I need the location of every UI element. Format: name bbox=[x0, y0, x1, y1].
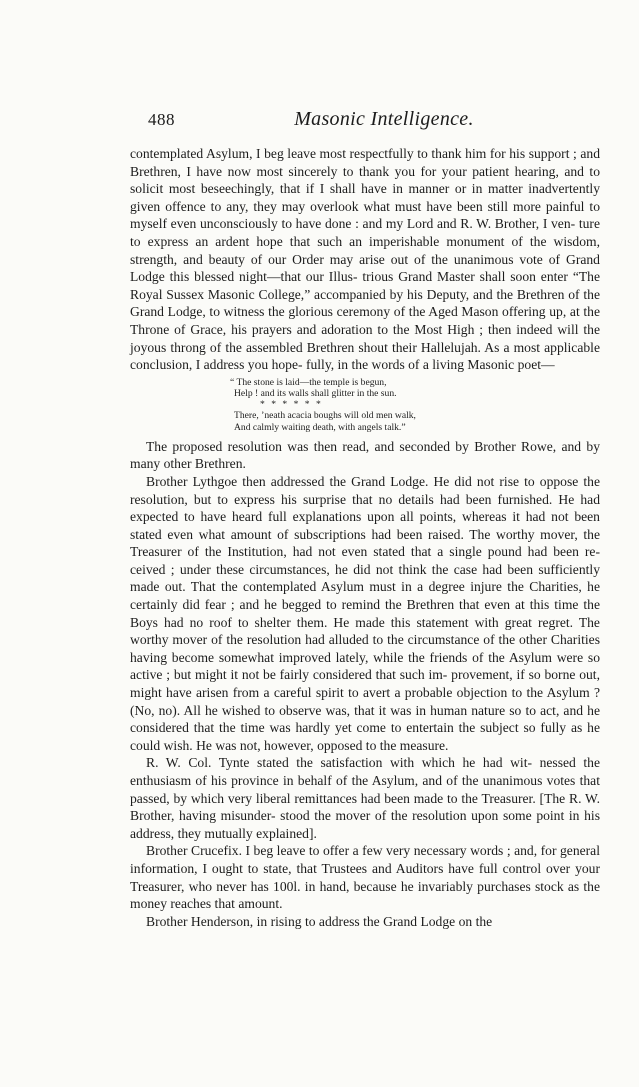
text-line: Brother Lythgoe then addressed the Grand Lodge. He did not bbox=[146, 473, 495, 489]
text-line: their Hallelujah. As a most applicable conclusion, I address you hope- bbox=[130, 339, 600, 373]
text-line: become somewhat improved lately, while the friends of the Asylum bbox=[171, 649, 552, 665]
text-line: rise to oppose the resolution, but to express his surprise that no details bbox=[130, 473, 601, 507]
text-line: Brother Henderson, in rising to address the Grand Lodge on the bbox=[146, 913, 493, 929]
paragraph-tynte bbox=[130, 754, 600, 842]
text-line: stood the mover of the resolution upon some point in his address, they bbox=[130, 808, 600, 841]
text-line: fully, in the words of a living Masonic poet— bbox=[305, 357, 555, 373]
text-line: College,” accompanied by his Deputy, and the Brethren of the Grand bbox=[130, 286, 600, 320]
text-line: unanimous vote of Grand Lodge this blessed night—that our Illus- bbox=[130, 251, 600, 285]
text-line: at the Throne of Grace, his prayers and adoration to the Most High ; bbox=[130, 304, 600, 337]
page-number: 488 bbox=[148, 110, 175, 129]
running-title: Masonic Intelligence. bbox=[294, 108, 474, 130]
text-line: had been furnished. He had expected to have heard full explanations bbox=[130, 491, 601, 525]
text-line: Rowe, and by many other Brethren. bbox=[130, 438, 600, 472]
text-line: He made this statement with great regret. The worthy mover of the bbox=[130, 614, 600, 648]
verse-quotation bbox=[230, 377, 600, 433]
text-line: been made to the Treasurer. [The R. W. Brother, having misunder- bbox=[130, 790, 601, 824]
text-line: then indeed will the joyous throng of the assembled Brethren shout bbox=[130, 321, 600, 355]
text-line: words ; and, for general information, I ought to state, that Trustees bbox=[130, 843, 600, 876]
verse-line: There, ’neath acacia boughs will old men walk, bbox=[234, 410, 416, 422]
text-line: were so active ; but might it not be fairly considered that such im- bbox=[130, 649, 600, 683]
text-line: ceived ; under these circumstances, he did not think the case had been bbox=[130, 561, 534, 577]
text-line: nessed the enthusiasm of his province in behalf of the Asylum, and of bbox=[130, 755, 600, 789]
text-line: and Auditors have full control over your Treasurer, who never has bbox=[130, 860, 600, 894]
text-line: reaches that amount. bbox=[170, 896, 283, 912]
text-line: support ; and Brethren, I have now most sincerely to thank you for your bbox=[130, 146, 600, 179]
text-line: patient hearing, and to solicit most beseechingly, that if I shall have bbox=[130, 163, 600, 197]
verse-line: Help ! and its walls shall glitter in the sun. bbox=[234, 387, 397, 399]
text-line: 100l. in hand, because he invariably purchases stock as the money bbox=[130, 878, 601, 912]
text-line: provement, if so borne out, might have arisen from a careful spirit to bbox=[130, 667, 600, 701]
text-line: the wisdom, strength, and beauty of our Order may arise out of the bbox=[130, 233, 600, 267]
text-line: to observe was, that it was in human nature so to act, and he considered bbox=[130, 702, 600, 736]
text-line: overlook what must have been still more painful to myself even bbox=[130, 198, 600, 232]
text-line: Lodge, to witness the glorious ceremony of the Aged Mason offering up, bbox=[167, 304, 567, 320]
text-line: Brother Crucefix. I beg leave to offer a few very necessary bbox=[146, 843, 467, 859]
text-line: unconsciously to have done : and my Lord and R. W. Brother, I ven- bbox=[200, 216, 576, 232]
text-line: R. W. Col. Tynte stated the satisfaction with which he had wit- bbox=[146, 755, 532, 771]
paragraph-speech bbox=[130, 145, 600, 374]
text-line: injure the Charities, he certainly did fear ; and he begged to remind the bbox=[130, 579, 600, 613]
text-line: upon all points, whereas it had not been stated even what amount of bbox=[130, 509, 600, 542]
verse-line: And calmly waiting death, with angels talk.” bbox=[234, 421, 406, 433]
text-line: Brethren that even at this time the Boys had no roof to shelter them. bbox=[130, 597, 600, 630]
text-line: resolution had alluded to the circumstance of the other Charities having bbox=[130, 632, 600, 665]
body-text bbox=[130, 145, 600, 930]
page-header bbox=[148, 110, 600, 136]
text-line: he could wish. He was not, however, opposed to the measure. bbox=[130, 720, 600, 753]
verse-ellipsis-stars: * * * * * * bbox=[260, 399, 323, 411]
text-line: avert a probable objection to the Asylum ? (No, no). All he wished bbox=[130, 685, 600, 718]
paragraph-lythgoe bbox=[130, 473, 600, 755]
paragraph-resolution-read bbox=[130, 438, 600, 473]
text-line: the Institution, had not even stated that a single pound had been re- bbox=[204, 544, 600, 560]
text-line: ture to express an ardent hope that such an imperishable monument of bbox=[130, 216, 600, 249]
text-line: trious Grand Master shall soon enter “The Royal Sussex Masonic bbox=[130, 269, 600, 302]
verse-line: “ The stone is laid—the temple is begun, bbox=[230, 376, 387, 388]
paragraph-crucefix bbox=[130, 842, 600, 912]
text-line: in manner or in matter inadvertently given offence to any, they may bbox=[130, 181, 600, 214]
text-line: sufficiently made out. That the contemplated Asylum must in a degree bbox=[130, 561, 600, 595]
text-line: contemplated Asylum, I beg leave most respectfully to thank him for his bbox=[130, 146, 526, 161]
text-line: subscriptions had been raised. The worthy mover, the Treasurer of bbox=[130, 526, 600, 560]
text-line: that the time was hardly yet come to entertain the subject so fully as bbox=[193, 720, 583, 736]
text-line: The proposed resolution was then read, and seconded by Brother bbox=[146, 438, 516, 454]
paragraph-henderson bbox=[130, 913, 600, 931]
text-line: mutually explained]. bbox=[204, 825, 317, 841]
text-line: the unanimous votes that passed, by which very liberal remittances had bbox=[130, 773, 600, 806]
